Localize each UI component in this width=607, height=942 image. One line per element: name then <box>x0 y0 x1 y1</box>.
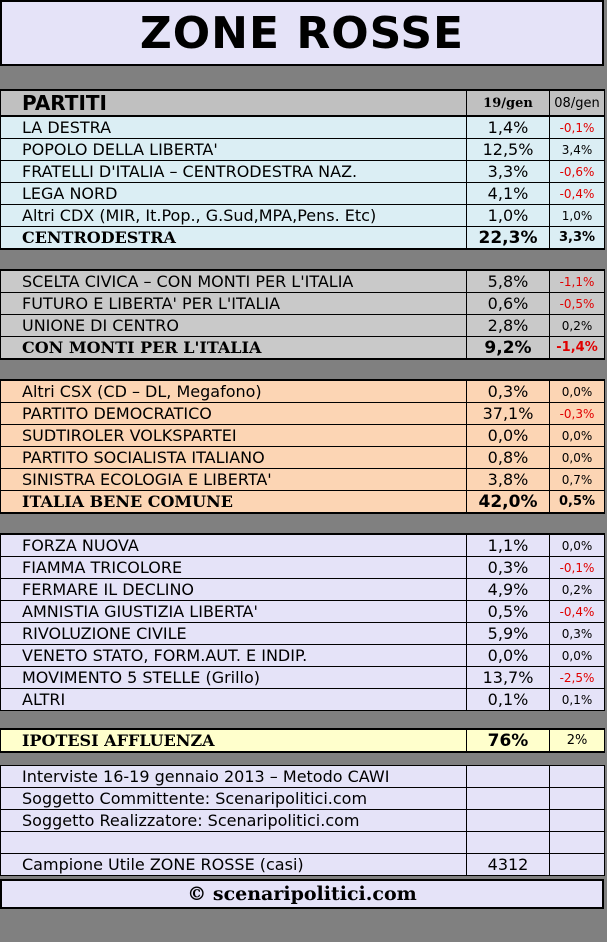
party-value: 12,5% <box>467 139 550 161</box>
party-name: CON MONTI PER L'ITALIA <box>1 337 467 360</box>
party-row <box>1 380 605 403</box>
party-change: 0,3% <box>550 623 605 645</box>
party-row <box>1 645 605 667</box>
total-row <box>1 227 605 250</box>
party-value: 0,8% <box>467 447 550 469</box>
party-row <box>1 315 605 337</box>
party-name: POPOLO DELLA LIBERTA' <box>1 139 467 161</box>
party-name: CENTRODESTRA <box>1 227 467 250</box>
party-change: -0,5% <box>550 293 605 315</box>
party-value: 0,3% <box>467 380 550 403</box>
group-centrodestra <box>0 115 605 250</box>
party-change: 3,3% <box>550 227 605 250</box>
party-name: SUDTIROLER VOLKSPARTEI <box>1 425 467 447</box>
party-name: Altri CDX (MIR, It.Pop., G.Sud,MPA,Pens. Etc) <box>1 205 467 227</box>
party-name: FERMARE IL DECLINO <box>1 579 467 601</box>
party-change: 0,0% <box>550 425 605 447</box>
party-change: 0,0% <box>550 534 605 557</box>
party-row <box>1 403 605 425</box>
party-change: -0,1% <box>550 557 605 579</box>
party-row <box>1 139 605 161</box>
party-change: 0,0% <box>550 645 605 667</box>
party-name: LA DESTRA <box>1 116 467 139</box>
party-row <box>1 534 605 557</box>
party-change: 0,2% <box>550 579 605 601</box>
party-value: 3,8% <box>467 469 550 491</box>
party-value: 0,0% <box>467 425 550 447</box>
turnout-label: IPOTESI AFFLUENZA <box>1 729 467 752</box>
party-row <box>1 205 605 227</box>
party-value: 3,3% <box>467 161 550 183</box>
party-value: 22,3% <box>467 227 550 250</box>
info-row <box>1 832 605 854</box>
party-name: AMNISTIA GIUSTIZIA LIBERTA' <box>1 601 467 623</box>
group-monti <box>0 269 605 360</box>
header-row <box>1 90 605 116</box>
party-row <box>1 689 605 711</box>
party-row <box>1 270 605 293</box>
party-name: ITALIA BENE COMUNE <box>1 491 467 514</box>
party-change: 0,5% <box>550 491 605 514</box>
party-change: 0,7% <box>550 469 605 491</box>
info-committente: Soggetto Committente: Scenaripolitici.com <box>1 788 467 810</box>
party-value: 4,9% <box>467 579 550 601</box>
info-realizzatore: Soggetto Realizzatore: Scenaripolitici.com <box>1 810 467 832</box>
party-change: 1,0% <box>550 205 605 227</box>
party-name: UNIONE DI CENTRO <box>1 315 467 337</box>
party-value: 0,6% <box>467 293 550 315</box>
header-col-current: 19/gen <box>467 90 550 116</box>
party-name: MOVIMENTO 5 STELLE (Grillo) <box>1 667 467 689</box>
header-col-previous: 08/gen <box>550 90 605 116</box>
info-table <box>0 765 605 876</box>
party-value: 1,0% <box>467 205 550 227</box>
party-name: FUTURO E LIBERTA' PER L'ITALIA <box>1 293 467 315</box>
party-name: PARTITO DEMOCRATICO <box>1 403 467 425</box>
turnout-change: 2% <box>550 729 605 752</box>
turnout-table <box>0 728 605 753</box>
total-row <box>1 491 605 514</box>
sample-label: Campione Utile ZONE ROSSE (casi) <box>1 854 467 876</box>
header-table <box>0 89 605 117</box>
footer-credit: © scenaripolitici.com <box>0 879 604 909</box>
turnout-row <box>1 729 605 752</box>
party-name: Altri CSX (CD – DL, Megafono) <box>1 380 467 403</box>
party-name: SCELTA CIVICA – CON MONTI PER L'ITALIA <box>1 270 467 293</box>
party-name: FRATELLI D'ITALIA – CENTRODESTRA NAZ. <box>1 161 467 183</box>
group-others <box>0 533 605 711</box>
party-change: -1,1% <box>550 270 605 293</box>
party-value: 0,0% <box>467 645 550 667</box>
party-value: 0,5% <box>467 601 550 623</box>
party-value: 1,4% <box>467 116 550 139</box>
party-change: -0,4% <box>550 183 605 205</box>
party-row <box>1 183 605 205</box>
party-value: 5,8% <box>467 270 550 293</box>
party-value: 42,0% <box>467 491 550 514</box>
party-value: 37,1% <box>467 403 550 425</box>
party-name: PARTITO SOCIALISTA ITALIANO <box>1 447 467 469</box>
party-change: 0,1% <box>550 689 605 711</box>
party-value: 0,1% <box>467 689 550 711</box>
party-row <box>1 447 605 469</box>
info-row <box>1 854 605 876</box>
party-row <box>1 116 605 139</box>
party-value: 5,9% <box>467 623 550 645</box>
sample-value: 4312 <box>467 854 550 876</box>
party-change: -0,6% <box>550 161 605 183</box>
group-italia-bene-comune <box>0 379 605 514</box>
party-change: 3,4% <box>550 139 605 161</box>
info-row <box>1 788 605 810</box>
party-name: LEGA NORD <box>1 183 467 205</box>
party-row <box>1 601 605 623</box>
party-row <box>1 469 605 491</box>
party-row <box>1 579 605 601</box>
party-value: 2,8% <box>467 315 550 337</box>
party-change: -1,4% <box>550 337 605 360</box>
party-value: 0,3% <box>467 557 550 579</box>
party-name: VENETO STATO, FORM.AUT. E INDIP. <box>1 645 467 667</box>
party-name: FIAMMA TRICOLORE <box>1 557 467 579</box>
party-value: 4,1% <box>467 183 550 205</box>
party-name: RIVOLUZIONE CIVILE <box>1 623 467 645</box>
party-change: 0,0% <box>550 447 605 469</box>
party-row <box>1 293 605 315</box>
party-row <box>1 557 605 579</box>
party-row <box>1 623 605 645</box>
party-change: -0,3% <box>550 403 605 425</box>
party-name: SINISTRA ECOLOGIA E LIBERTA' <box>1 469 467 491</box>
page-title: ZONE ROSSE <box>0 0 604 66</box>
party-row <box>1 161 605 183</box>
party-name: ALTRI <box>1 689 467 711</box>
info-row <box>1 766 605 788</box>
party-row <box>1 425 605 447</box>
info-interviews: Interviste 16-19 gennaio 2013 – Metodo CAWI <box>1 766 467 788</box>
party-value: 1,1% <box>467 534 550 557</box>
party-change: -0,1% <box>550 116 605 139</box>
party-change: -0,4% <box>550 601 605 623</box>
header-parties: PARTITI <box>1 90 467 116</box>
party-value: 13,7% <box>467 667 550 689</box>
party-name: FORZA NUOVA <box>1 534 467 557</box>
party-row <box>1 667 605 689</box>
total-row <box>1 337 605 360</box>
turnout-value: 76% <box>467 729 550 752</box>
party-change: 0,2% <box>550 315 605 337</box>
info-row <box>1 810 605 832</box>
party-value: 9,2% <box>467 337 550 360</box>
party-change: 0,0% <box>550 380 605 403</box>
party-change: -2,5% <box>550 667 605 689</box>
